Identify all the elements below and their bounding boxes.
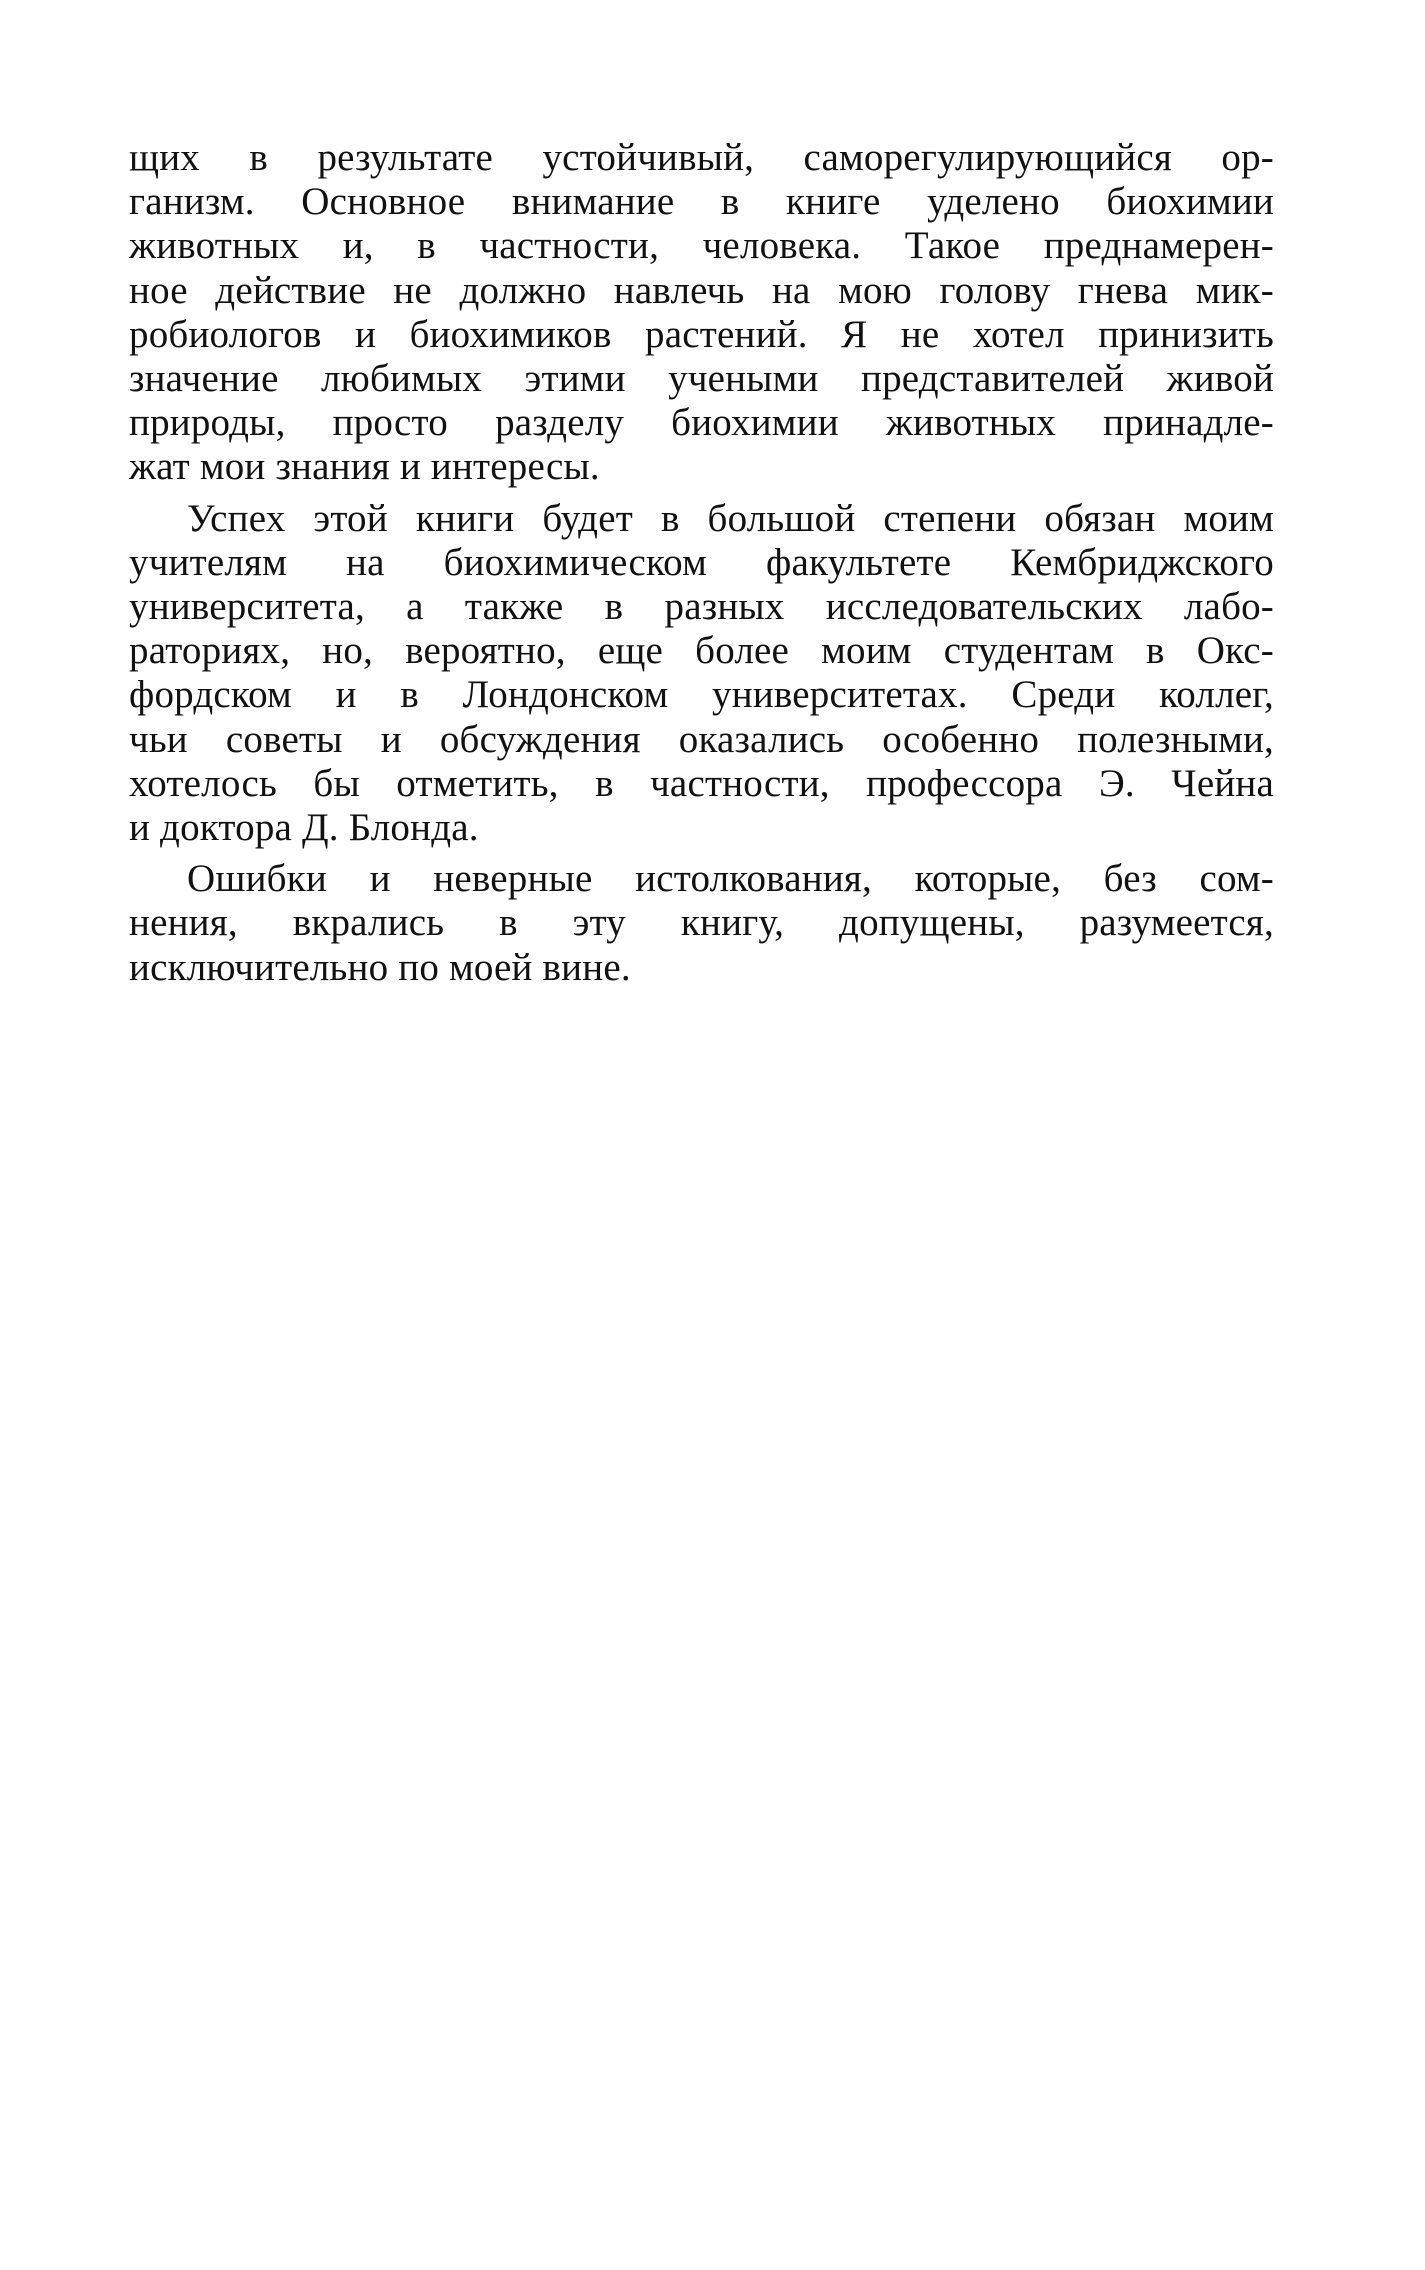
text-line: ное действие не должно навлечь на мою голову гнева мик- — [129, 268, 1274, 312]
text-line: ганизм. Основное внимание в книге уделено биохимии — [129, 180, 1274, 224]
text-line: раториях, но, вероятно, еще более моим студентам в Окс- — [129, 629, 1274, 673]
text-line: природы, просто разделу биохимии животных принадле- — [129, 401, 1274, 445]
paragraph-3 — [129, 857, 1274, 990]
body-text — [129, 136, 1274, 997]
text-line: университета, а также в разных исследовательских лабо- — [129, 585, 1274, 629]
text-line: и доктора Д. Блонда. — [129, 806, 479, 850]
text-line: исключительно по моей вине. — [129, 945, 631, 989]
text-line: робиологов и биохимиков растений. Я не хотел принизить — [129, 312, 1274, 356]
text-line: нения, вкрались в эту книгу, допущены, разумеется, — [129, 901, 1274, 945]
text-line: животных и, в частности, человека. Такое преднамерен- — [129, 224, 1274, 268]
text-line: фордском и в Лондонском университетах. Среди коллег, — [129, 673, 1274, 717]
text-line: Успех этой книги будет в большой степени обязан моим — [187, 496, 1274, 540]
paragraph-1 — [129, 136, 1274, 490]
paragraph-2 — [129, 497, 1274, 851]
text-line: чьи советы и обсуждения оказались особенно полезными, — [129, 717, 1274, 761]
text-line: Ошибки и неверные истолкования, которые, без сом- — [187, 857, 1274, 901]
text-line: щих в результате устойчивый, саморегулирующийся ор- — [129, 136, 1274, 179]
text-line: хотелось бы отметить, в частности, профессора Э. Чейна — [129, 761, 1274, 805]
text-line: жат мои знания и интересы. — [129, 445, 600, 489]
text-line: значение любимых этими учеными представителей живой — [129, 357, 1274, 401]
text-line: учителям на биохимическом факультете Кембриджского — [129, 540, 1274, 584]
